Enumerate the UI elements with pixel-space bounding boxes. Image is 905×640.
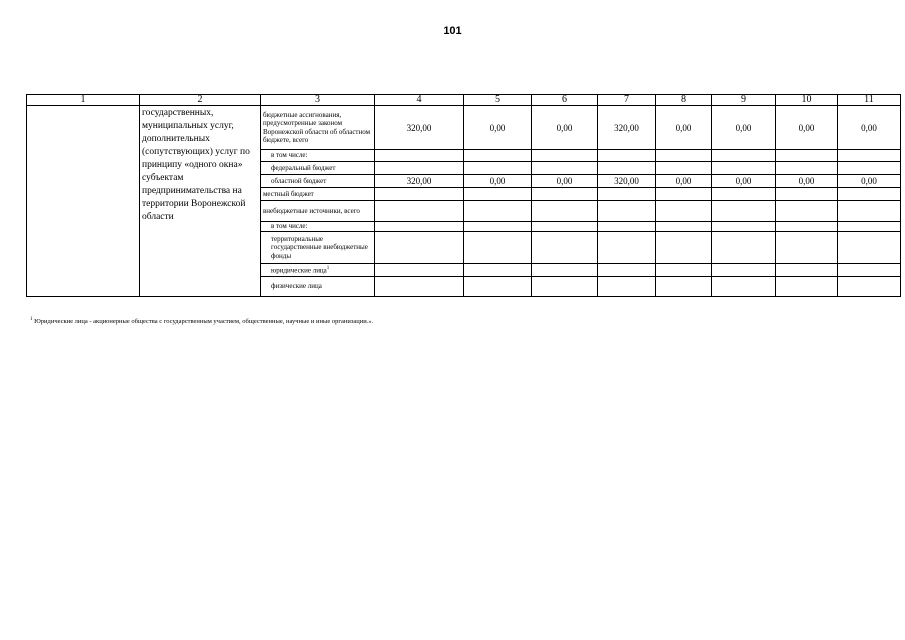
funding-source-label bbox=[261, 150, 375, 162]
header-cell: 3 bbox=[261, 95, 375, 106]
value-cell: 0,00 bbox=[464, 106, 532, 150]
value-cell: 0,00 bbox=[532, 175, 598, 188]
value-cell: 0,00 bbox=[532, 106, 598, 150]
funding-source-text: в том числе: bbox=[271, 222, 308, 231]
value-cell bbox=[532, 264, 598, 277]
value-cell bbox=[532, 277, 598, 297]
funding-source-text: в том числе: bbox=[271, 151, 308, 160]
value-cell bbox=[464, 162, 532, 175]
value-cell bbox=[712, 162, 776, 175]
value-cell: 0,00 bbox=[838, 106, 901, 150]
header-cell: 5 bbox=[464, 95, 532, 106]
value-cell bbox=[712, 222, 776, 232]
value-cell bbox=[776, 188, 838, 201]
value-cell bbox=[532, 232, 598, 264]
value-cell bbox=[532, 188, 598, 201]
value-cell bbox=[464, 150, 532, 162]
value-cell bbox=[532, 150, 598, 162]
value-cell bbox=[464, 232, 532, 264]
value-cell: 0,00 bbox=[656, 175, 712, 188]
value-cell bbox=[464, 277, 532, 297]
header-cell: 1 bbox=[27, 95, 140, 106]
value-cell bbox=[375, 162, 464, 175]
value-cell bbox=[464, 222, 532, 232]
value-cell bbox=[656, 162, 712, 175]
footnote bbox=[30, 316, 373, 326]
funding-source-label bbox=[261, 106, 375, 150]
header-cell: 8 bbox=[656, 95, 712, 106]
value-cell bbox=[838, 264, 901, 277]
value-cell bbox=[712, 188, 776, 201]
value-cell bbox=[375, 222, 464, 232]
funding-source-text: территориальные государственные внебюджетные фонды bbox=[271, 234, 368, 260]
value-cell bbox=[656, 150, 712, 162]
funding-source-label bbox=[261, 188, 375, 201]
value-cell bbox=[656, 201, 712, 222]
footnote-marker: 1 bbox=[30, 317, 33, 322]
funding-source-text: юридические лица bbox=[271, 266, 327, 275]
value-cell bbox=[838, 222, 901, 232]
value-cell bbox=[532, 201, 598, 222]
page-number: 101 bbox=[443, 25, 462, 37]
value-cell bbox=[375, 264, 464, 277]
value-cell: 0,00 bbox=[712, 175, 776, 188]
funding-source-label bbox=[261, 277, 375, 297]
value-cell: 0,00 bbox=[712, 106, 776, 150]
value-cell bbox=[712, 232, 776, 264]
funding-source-label bbox=[261, 222, 375, 232]
value-cell bbox=[532, 222, 598, 232]
value-cell: 0,00 bbox=[776, 175, 838, 188]
value-cell bbox=[598, 162, 656, 175]
footnote-text: Юридические лица - акционерные общества с государственным участием, общественные, научные и иные организации.». bbox=[32, 318, 374, 326]
value-cell bbox=[598, 222, 656, 232]
value-cell bbox=[838, 188, 901, 201]
value-cell: 0,00 bbox=[656, 106, 712, 150]
value-cell bbox=[375, 150, 464, 162]
table-row bbox=[27, 106, 901, 150]
funding-source-label bbox=[261, 232, 375, 264]
value-cell bbox=[712, 264, 776, 277]
value-cell: 320,00 bbox=[598, 175, 656, 188]
header-cell: 2 bbox=[140, 95, 261, 106]
value-cell bbox=[776, 232, 838, 264]
value-cell bbox=[464, 264, 532, 277]
empty-cell-col1 bbox=[27, 106, 140, 297]
value-cell bbox=[838, 162, 901, 175]
value-cell: 320,00 bbox=[598, 106, 656, 150]
value-cell bbox=[598, 264, 656, 277]
value-cell bbox=[598, 277, 656, 297]
value-cell bbox=[656, 277, 712, 297]
budget-table bbox=[26, 94, 901, 297]
funding-source-text: федеральный бюджет bbox=[271, 163, 336, 172]
value-cell bbox=[375, 201, 464, 222]
service-description: государственных, муниципальных услуг, дополнительных (сопутствующих) услуг по принципу «одного окна» субъектам предпринимательства на территории Воронежской области bbox=[140, 106, 261, 297]
value-cell bbox=[838, 232, 901, 264]
value-cell bbox=[776, 201, 838, 222]
value-cell: 0,00 bbox=[776, 106, 838, 150]
funding-source-label bbox=[261, 175, 375, 188]
funding-source-label bbox=[261, 162, 375, 175]
value-cell bbox=[776, 277, 838, 297]
funding-source-text: областной бюджет bbox=[271, 176, 327, 185]
value-cell bbox=[598, 201, 656, 222]
value-cell bbox=[776, 150, 838, 162]
value-cell bbox=[712, 150, 776, 162]
value-cell bbox=[532, 162, 598, 175]
header-cell: 4 bbox=[375, 95, 464, 106]
value-cell bbox=[375, 188, 464, 201]
header-cell: 10 bbox=[776, 95, 838, 106]
value-cell bbox=[838, 201, 901, 222]
value-cell bbox=[598, 232, 656, 264]
value-cell bbox=[375, 277, 464, 297]
value-cell bbox=[375, 232, 464, 264]
footnote-ref: 1 bbox=[326, 266, 330, 272]
value-cell: 0,00 bbox=[464, 175, 532, 188]
value-cell bbox=[656, 188, 712, 201]
value-cell bbox=[464, 188, 532, 201]
value-cell: 320,00 bbox=[375, 175, 464, 188]
header-row bbox=[27, 95, 901, 106]
value-cell bbox=[712, 277, 776, 297]
funding-source-text: бюджетные ассигнования, предусмотренные законом Воронежской области об областном бюджете, всего bbox=[263, 110, 371, 144]
value-cell bbox=[656, 232, 712, 264]
value-cell bbox=[776, 222, 838, 232]
funding-source-text: внебюджетные источники, всего bbox=[263, 206, 360, 215]
value-cell bbox=[656, 222, 712, 232]
header-cell: 11 bbox=[838, 95, 901, 106]
value-cell: 320,00 bbox=[375, 106, 464, 150]
value-cell bbox=[598, 188, 656, 201]
funding-source-label bbox=[261, 264, 375, 277]
table-body bbox=[27, 106, 901, 297]
value-cell bbox=[838, 150, 901, 162]
funding-source-text: местный бюджет bbox=[263, 189, 314, 198]
value-cell: 0,00 bbox=[838, 175, 901, 188]
value-cell bbox=[838, 277, 901, 297]
value-cell bbox=[656, 264, 712, 277]
value-cell bbox=[464, 201, 532, 222]
funding-source-text: физические лица bbox=[271, 282, 322, 291]
funding-source-label bbox=[261, 201, 375, 222]
value-cell bbox=[712, 201, 776, 222]
header-cell: 7 bbox=[598, 95, 656, 106]
value-cell bbox=[776, 162, 838, 175]
value-cell bbox=[776, 264, 838, 277]
header-cell: 6 bbox=[532, 95, 598, 106]
value-cell bbox=[598, 150, 656, 162]
header-cell: 9 bbox=[712, 95, 776, 106]
